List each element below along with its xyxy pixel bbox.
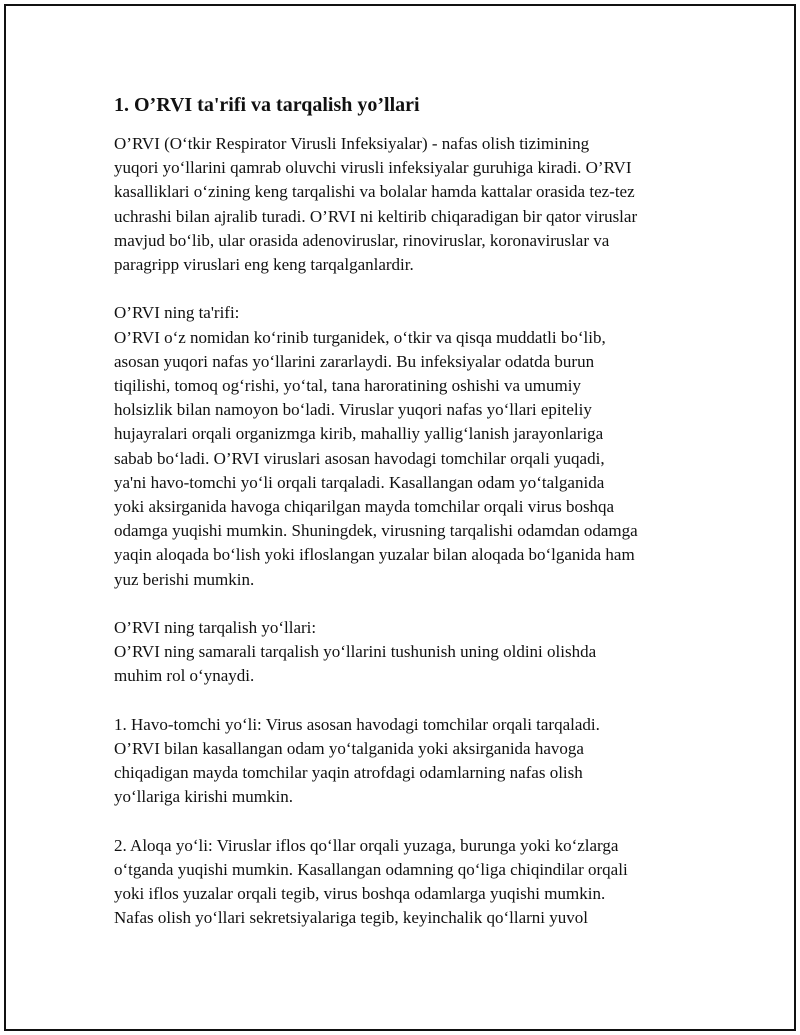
text-line: O’RVI ning ta'rifi: xyxy=(114,303,240,323)
text-line: O’RVI o‘z nomidan ko‘rinib turganidek, o‘tkir va qisqa muddatli bo‘lib, xyxy=(114,327,606,347)
text-line: odamga yuqishi mumkin. Shuningdek, virusning tarqalishi odamdan odamga xyxy=(114,521,638,541)
paragraph-spacer xyxy=(114,592,694,616)
text-line: o‘tganda yuqishi mumkin. Kasallangan odamning qo‘liga chiqindilar orqali xyxy=(114,860,628,880)
text-line: 2. Aloqa yo‘li: Viruslar iflos qo‘llar orqali yuzaga, burunga yoki ko‘zlarga xyxy=(114,835,619,855)
text-line: hujayralari orqali organizmga kirib, mahalliy yallig‘lanish jarayonlariga xyxy=(114,424,604,444)
paragraph-spacer xyxy=(114,277,694,301)
text-line: muhim rol o‘ynaydi. xyxy=(114,666,255,686)
section-heading: 1. O’RVI ta'rifi va tarqalish yo’llari xyxy=(114,94,420,116)
text-line: sabab bo‘ladi. O’RVI viruslari asosan havodagi tomchilar orqali yuqadi, xyxy=(114,448,605,468)
paragraph xyxy=(114,834,694,931)
text-line: tiqilishi, tomoq og‘rishi, yo‘tal, tana haroratining oshishi va umumiy xyxy=(114,376,581,396)
paragraph xyxy=(114,132,694,277)
text-line: O’RVI (O‘tkir Respirator Virusli Infeksiyalar) - nafas olish tizimining xyxy=(114,134,590,153)
text-line: paragripp viruslari eng keng tarqalganlardir. xyxy=(114,255,414,275)
text-line: yuz berishi mumkin. xyxy=(114,569,255,589)
text-line: yo‘llariga kirishi mumkin. xyxy=(114,787,293,807)
text-line: asosan yuqori nafas yo‘llarini zararlaydi. Bu infeksiyalar odatda burun xyxy=(114,351,595,371)
text-line: O’RVI bilan kasallangan odam yo‘talganida yoki aksirganida havoga xyxy=(114,739,584,759)
paragraph xyxy=(114,616,694,689)
document-body xyxy=(114,92,694,931)
paragraph-spacer xyxy=(114,689,694,713)
text-line: uchrashi bilan ajralib turadi. O’RVI ni keltirib chiqaradigan bir qator viruslar xyxy=(114,206,638,226)
text-line: yaqin aloqada bo‘lish yoki ifloslangan yuzalar bilan aloqada bo‘lganida ham xyxy=(114,545,635,565)
text-line: ya'ni havo-tomchi yo‘li orqali tarqaladi. Kasallangan odam yo‘talganida xyxy=(114,472,605,492)
paragraph xyxy=(114,713,694,810)
text-line: O’RVI ning tarqalish yo‘llari: xyxy=(114,618,317,638)
text-line: mavjud bo‘lib, ular orasida adenoviruslar, rinoviruslar, koronaviruslar va xyxy=(114,230,610,250)
paragraph xyxy=(114,301,694,591)
text-line: kasalliklari o‘zining keng tarqalishi va bolalar hamda kattalar orasida tez-tez xyxy=(114,182,635,202)
paragraph-spacer xyxy=(114,810,694,834)
text-line: Nafas olish yo‘llari sekretsiyalariga tegib, keyinchalik qo‘llarni yuvol xyxy=(114,908,588,928)
text-line: 1. Havo-tomchi yo‘li: Virus asosan havodagi tomchilar orqali tarqaladi. xyxy=(114,714,600,734)
paragraphs-container xyxy=(114,132,694,931)
text-line: O’RVI ning samarali tarqalish yo‘llarini tushunish uning oldini olishda xyxy=(114,642,597,662)
text-line: yoki iflos yuzalar orqali tegib, virus boshqa odamlarga yuqishi mumkin. xyxy=(114,884,606,904)
text-line: chiqadigan mayda tomchilar yaqin atrofdagi odamlarning nafas olish xyxy=(114,763,583,783)
text-line: holsizlik bilan namoyon bo‘ladi. Viruslar yuqori nafas yo‘llari epiteliy xyxy=(114,400,592,420)
text-line: yuqori yo‘llarini qamrab oluvchi virusli infeksiyalar guruhiga kiradi. O’RVI xyxy=(114,158,632,178)
text-line: yoki aksirganida havoga chiqarilgan mayda tomchilar orqali virus boshqa xyxy=(114,497,615,517)
